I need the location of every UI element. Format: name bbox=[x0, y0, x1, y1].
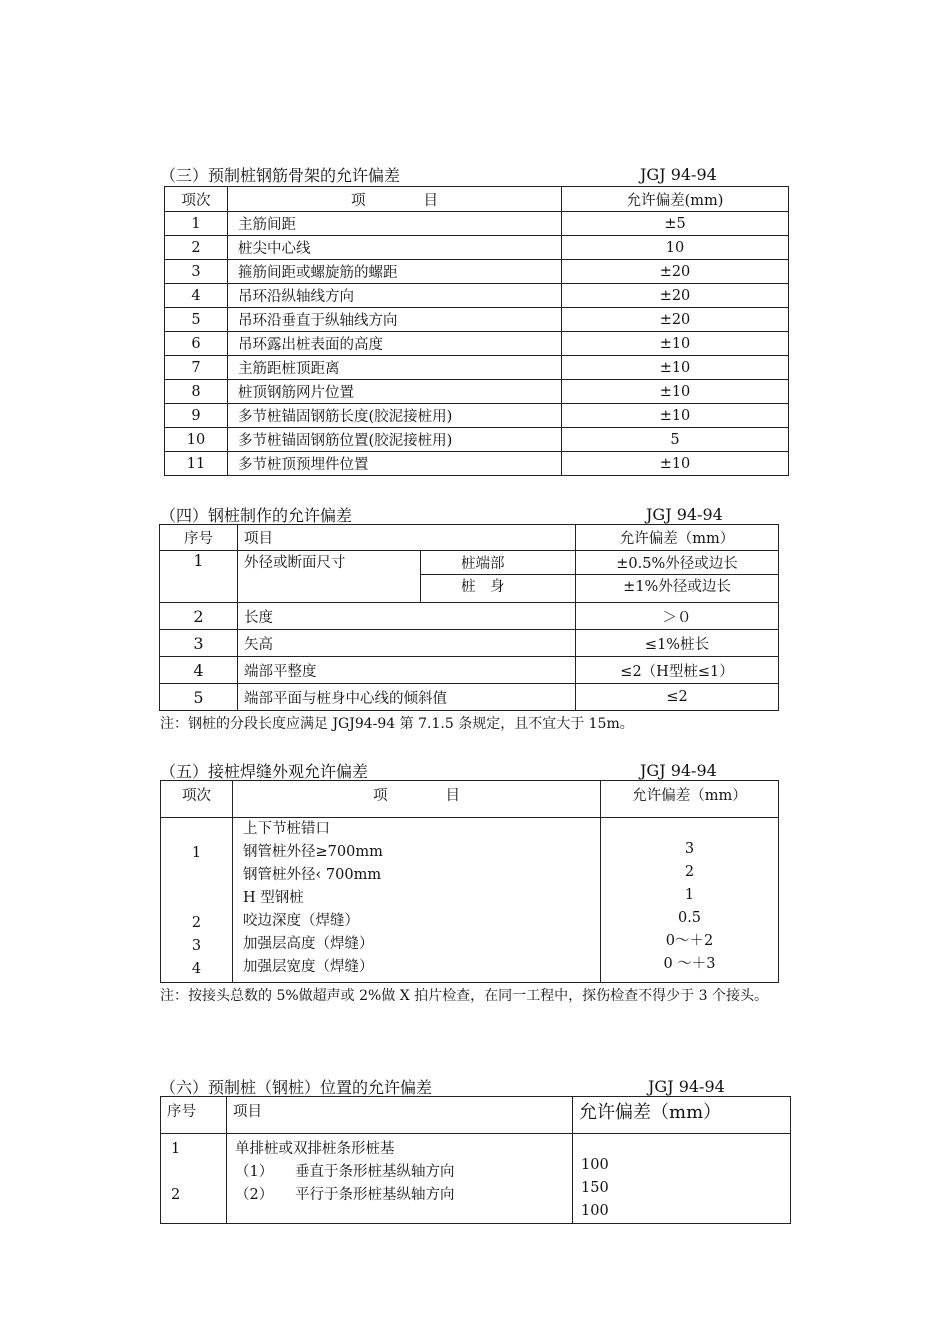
section-5-standard: JGJ 94-94 bbox=[640, 761, 717, 780]
row-tolerance: ±0.5%外径或边长 bbox=[576, 551, 779, 575]
row-tolerance: ±20 bbox=[562, 308, 789, 332]
tolerance-value: 100 bbox=[581, 1157, 609, 1173]
row-tolerance: ±20 bbox=[562, 260, 789, 284]
table-row bbox=[165, 212, 789, 236]
row-item: 主筋间距 bbox=[228, 212, 562, 236]
row-no: 3 bbox=[165, 260, 228, 284]
table-row bbox=[165, 356, 789, 380]
table-5 bbox=[160, 780, 779, 983]
tolerance-value: 0 ～＋3 bbox=[663, 956, 716, 972]
section-6-standard: JGJ 94-94 bbox=[648, 1077, 725, 1096]
row-no: 6 bbox=[165, 332, 228, 356]
item-text: 加强层高度（焊缝） bbox=[243, 936, 374, 952]
tolerance-cell bbox=[601, 818, 779, 983]
row-tolerance: ±10 bbox=[562, 452, 789, 476]
item-text: 钢管桩外径≥700mm bbox=[243, 844, 383, 860]
table-row bbox=[165, 428, 789, 452]
row-item: 吊环沿垂直于纵轴线方向 bbox=[228, 308, 562, 332]
header-item: 项 目 bbox=[233, 781, 601, 818]
section-4-title: （四）钢桩制作的允许偏差 bbox=[160, 506, 353, 525]
row-no: 7 bbox=[165, 356, 228, 380]
table-row bbox=[165, 404, 789, 428]
tolerance-value: 1 bbox=[684, 887, 695, 903]
item-text: 上下节桩错口 bbox=[243, 821, 330, 837]
row-no: 1 bbox=[165, 212, 228, 236]
row-item: 多节桩锚固钢筋长度(胶泥接桩用) bbox=[228, 404, 562, 428]
row-tolerance: ±1%外径或边长 bbox=[576, 575, 779, 603]
row-tolerance: 5 bbox=[562, 428, 789, 452]
no-cell bbox=[161, 1134, 227, 1224]
row-subitem: 桩 身 bbox=[421, 575, 576, 603]
section-4-note: 注：钢桩的分段长度应满足 JGJ94-94 第 7.1.5 条规定，且不宜大于 15m。 bbox=[160, 716, 634, 732]
row-tolerance: ±10 bbox=[562, 332, 789, 356]
section-5-title: （五）接桩焊缝外观允许偏差 bbox=[160, 762, 369, 781]
row-no: 1 bbox=[160, 551, 238, 603]
row-no: 2 bbox=[160, 603, 238, 630]
table-3 bbox=[164, 186, 789, 476]
tolerance-value: 0～＋2 bbox=[665, 933, 714, 949]
header-item: 项目 bbox=[227, 1097, 573, 1134]
no-cell bbox=[161, 818, 233, 983]
tolerance-value: 2 bbox=[684, 864, 695, 880]
section-3-title: （三）预制桩钢筋骨架的允许偏差 bbox=[160, 166, 401, 185]
table-4 bbox=[159, 524, 779, 711]
tolerance-value: 100 bbox=[581, 1203, 609, 1219]
row-subitem: 桩端部 bbox=[421, 551, 576, 575]
row-no: 4 bbox=[165, 284, 228, 308]
row-tolerance: ±10 bbox=[562, 404, 789, 428]
table-row bbox=[165, 380, 789, 404]
tolerance-value: 150 bbox=[581, 1180, 609, 1196]
row-item: 长度 bbox=[238, 603, 576, 630]
table-row bbox=[165, 452, 789, 476]
row-item: 端部平面与桩身中心线的倾斜值 bbox=[238, 684, 576, 711]
table-row bbox=[165, 332, 789, 356]
row-item: 桩尖中心线 bbox=[228, 236, 562, 260]
row-item: 外径或断面尺寸 bbox=[238, 551, 421, 603]
row-item: 多节桩锚固钢筋位置(胶泥接桩用) bbox=[228, 428, 562, 452]
item-no: 4 bbox=[191, 961, 202, 977]
section-6-title: （六）预制桩（钢桩）位置的允许偏差 bbox=[160, 1078, 433, 1097]
item-text: 钢管桩外径‹ 700mm bbox=[243, 867, 382, 883]
item-no: 3 bbox=[191, 938, 202, 954]
item-no: 1 bbox=[171, 1141, 181, 1157]
item-text: H 型钢桩 bbox=[243, 890, 304, 906]
row-no: 8 bbox=[165, 380, 228, 404]
row-tolerance: 10 bbox=[562, 236, 789, 260]
row-no: 10 bbox=[165, 428, 228, 452]
row-no: 9 bbox=[165, 404, 228, 428]
row-tolerance: ±10 bbox=[562, 380, 789, 404]
row-item: 吊环沿纵轴线方向 bbox=[228, 284, 562, 308]
row-no: 11 bbox=[165, 452, 228, 476]
row-item: 端部平整度 bbox=[238, 657, 576, 684]
table-row bbox=[160, 630, 779, 657]
row-item: 吊环露出桩表面的高度 bbox=[228, 332, 562, 356]
item-no: 2 bbox=[171, 1187, 181, 1203]
table-6 bbox=[160, 1096, 791, 1224]
item-text: （1） 垂直于条形桩基纵轴方向 bbox=[235, 1164, 455, 1180]
tolerance-cell bbox=[573, 1134, 791, 1224]
row-item: 箍筋间距或螺旋筋的螺距 bbox=[228, 260, 562, 284]
row-no: 3 bbox=[160, 630, 238, 657]
tolerance-value: 0.5 bbox=[677, 910, 702, 926]
header-tolerance: 允许偏差(mm) bbox=[562, 187, 789, 212]
table-row bbox=[165, 284, 789, 308]
header-item: 项目 bbox=[238, 525, 576, 551]
row-tolerance: ＞０ bbox=[576, 603, 779, 630]
header-no: 序号 bbox=[160, 525, 238, 551]
row-item: 桩顶钢筋网片位置 bbox=[228, 380, 562, 404]
row-tolerance: ±20 bbox=[562, 284, 789, 308]
tolerance-value: 3 bbox=[684, 841, 695, 857]
item-no: 1 bbox=[191, 845, 202, 861]
header-no: 项次 bbox=[165, 187, 228, 212]
table-row bbox=[165, 308, 789, 332]
row-tolerance: ≤1%桩长 bbox=[576, 630, 779, 657]
row-tolerance: ±10 bbox=[562, 356, 789, 380]
table-row bbox=[165, 236, 789, 260]
row-no: 4 bbox=[160, 657, 238, 684]
row-item: 主筋距桩顶距离 bbox=[228, 356, 562, 380]
section-3-standard: JGJ 94-94 bbox=[640, 165, 717, 184]
table-row bbox=[165, 260, 789, 284]
row-tolerance: ≤2 bbox=[576, 684, 779, 711]
items-cell bbox=[233, 818, 601, 983]
item-no: 2 bbox=[191, 915, 202, 931]
table-row bbox=[160, 657, 779, 684]
row-tolerance: ≤2（H型桩≤1） bbox=[576, 657, 779, 684]
section-4-standard: JGJ 94-94 bbox=[646, 505, 723, 524]
header-no: 序号 bbox=[161, 1097, 227, 1134]
item-text: 单排桩或双排桩条形桩基 bbox=[235, 1141, 395, 1157]
section-5-note: 注：按接头总数的 5%做超声或 2%做 X 拍片检查，在同一工程中，探伤检查不得少于 3 个接头。 bbox=[160, 988, 768, 1004]
item-text: （2） 平行于条形桩基纵轴方向 bbox=[235, 1187, 455, 1203]
row-no: 2 bbox=[165, 236, 228, 260]
item-text: 咬边深度（焊缝） bbox=[243, 913, 359, 929]
row-item: 矢高 bbox=[238, 630, 576, 657]
header-tolerance: 允许偏差（mm） bbox=[601, 781, 779, 818]
item-text: 加强层宽度（焊缝） bbox=[243, 959, 374, 975]
header-tolerance: 允许偏差（mm） bbox=[576, 525, 779, 551]
items-cell bbox=[227, 1134, 573, 1224]
row-tolerance: ±5 bbox=[562, 212, 789, 236]
header-tolerance: 允许偏差（mm） bbox=[573, 1097, 791, 1134]
table-row bbox=[160, 684, 779, 711]
header-item: 项 目 bbox=[228, 187, 562, 212]
row-item: 多节桩顶预埋件位置 bbox=[228, 452, 562, 476]
header-no: 项次 bbox=[161, 781, 233, 818]
row-no: 5 bbox=[165, 308, 228, 332]
row-no: 5 bbox=[160, 684, 238, 711]
table-row bbox=[160, 603, 779, 630]
